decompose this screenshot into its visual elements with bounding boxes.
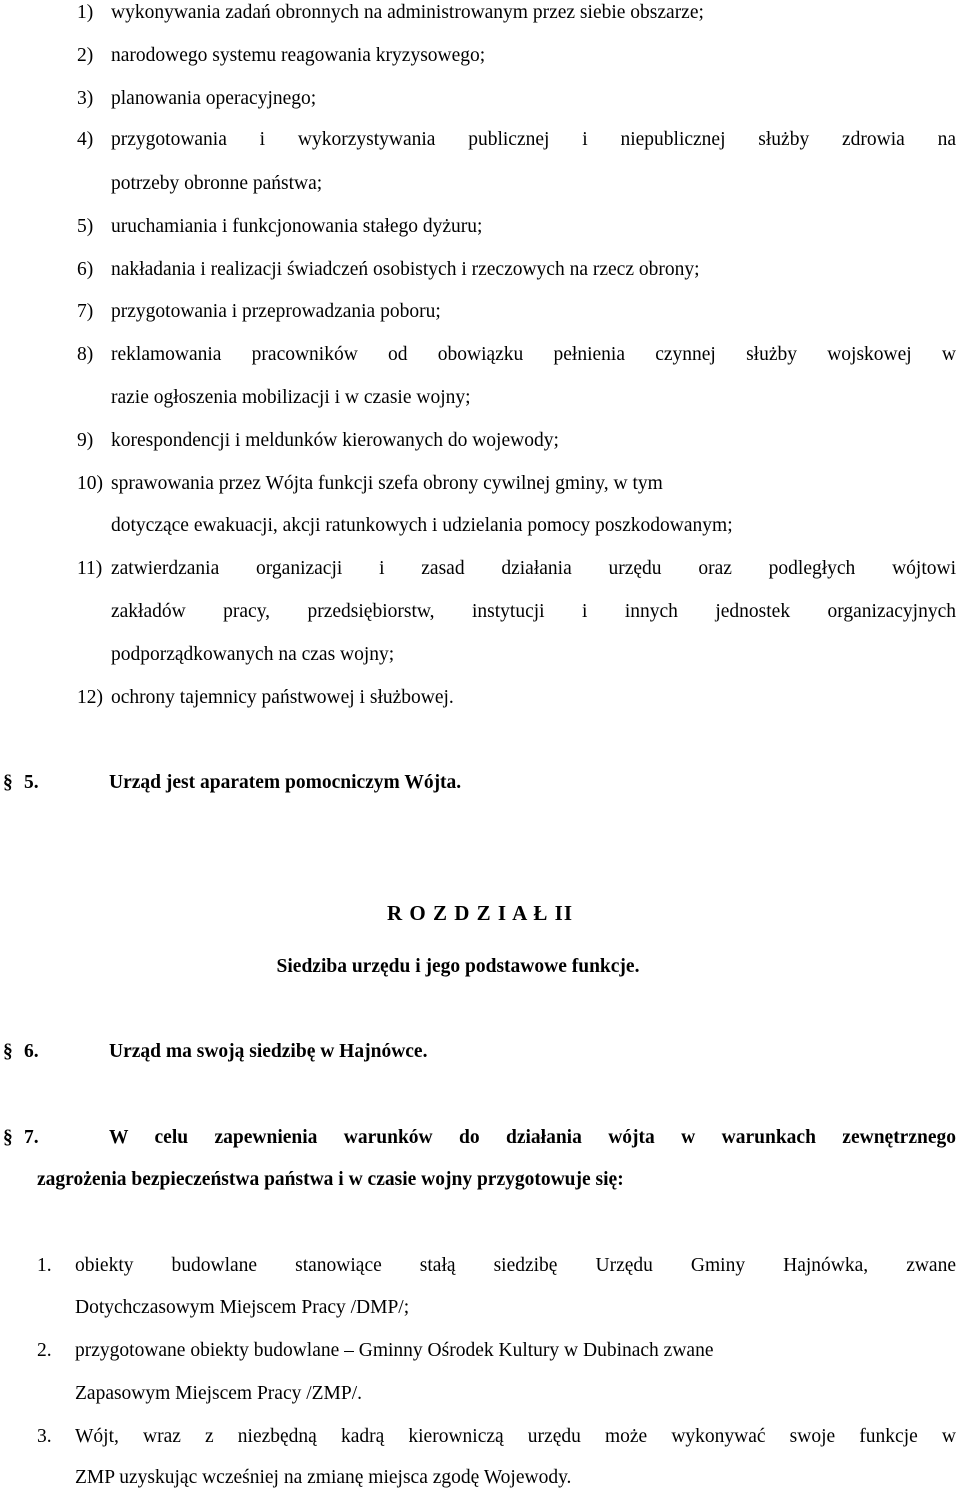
list-text: ochrony tajemnicy państwowej i służbowej. <box>111 687 454 708</box>
list-text: zatwierdzania organizacji i zasad działania urzędu oraz podległych wójtowi <box>111 558 956 579</box>
paragraph-sign: § <box>3 1041 13 1062</box>
list-text: potrzeby obronne państwa; <box>111 173 323 194</box>
section-text: zagrożenia bezpieczeństwa państwa i w czasie wojny przygotowuje się: <box>37 1169 624 1190</box>
section-number: 7. <box>24 1127 39 1148</box>
section-text: W celu zapewnienia warunków do działania wójta w warunkach zewnętrznego <box>109 1127 956 1148</box>
list-text: korespondencji i meldunków kierowanych do wojewody; <box>111 430 559 451</box>
list-number: 4) <box>77 129 94 150</box>
list-number: 8) <box>77 344 94 365</box>
list-text: razie ogłoszenia mobilizacji i w czasie wojny; <box>111 387 471 408</box>
list-text: wykonywania zadań obronnych na administrowanym przez siebie obszarze; <box>111 2 704 23</box>
list-text: podporządkowanych na czas wojny; <box>111 644 395 665</box>
list-text: przygotowania i wykorzystywania publicznej i niepublicznej służby zdrowia na <box>111 129 956 150</box>
list-number: 9) <box>77 430 94 451</box>
list-number: 5) <box>77 216 94 237</box>
list-text: obiekty budowlane stanowiące stałą siedzibę Urzędu Gminy Hajnówka, zwane <box>75 1255 956 1276</box>
list-text: narodowego systemu reagowania kryzysowego; <box>111 45 486 66</box>
list-text: reklamowania pracowników od obowiązku pełnienia czynnej służby wojskowej w <box>111 344 956 365</box>
section-number: 5. <box>24 772 39 793</box>
list-number: 12) <box>77 687 103 708</box>
list-text: przygotowania i przeprowadzania poboru; <box>111 301 441 322</box>
list-text: Dotychczasowym Miejscem Pracy /DMP/; <box>75 1297 410 1318</box>
list-number: 2. <box>37 1340 52 1361</box>
list-number: 1) <box>77 2 94 23</box>
list-text: ZMP uzyskując wcześniej na zmianę miejsca zgodę Wojewody. <box>75 1467 572 1488</box>
list-text: zakładów pracy, przedsiębiorstw, instytucji i innych jednostek organizacyjnych <box>111 601 956 622</box>
paragraph-sign: § <box>3 772 13 793</box>
list-text: Zapasowym Miejscem Pracy /ZMP/. <box>75 1383 363 1404</box>
section-text: Urząd jest aparatem pomocniczym Wójta. <box>109 772 462 793</box>
list-text: Wójt, wraz z niezbędną kadrą kierowniczą urzędu może wykonywać swoje funkcje w <box>75 1426 956 1447</box>
list-number: 7) <box>77 301 94 322</box>
chapter-title: R O Z D Z I A Ł II <box>386 901 574 925</box>
list-text: nakładania i realizacji świadczeń osobistych i rzeczowych na rzecz obrony; <box>111 259 700 280</box>
paragraph-sign: § <box>3 1127 13 1148</box>
list-number: 10) <box>77 473 103 494</box>
list-text: sprawowania przez Wójta funkcji szefa obrony cywilnej gminy, w tym <box>111 473 663 494</box>
list-number: 3) <box>77 88 94 109</box>
list-number: 1. <box>37 1255 52 1276</box>
list-number: 6) <box>77 259 94 280</box>
list-text: planowania operacyjnego; <box>111 88 317 109</box>
list-number: 11) <box>77 558 103 579</box>
list-number: 3. <box>37 1426 52 1447</box>
list-text: przygotowane obiekty budowlane – Gminny Ośrodek Kultury w Dubinach zwane <box>75 1340 714 1361</box>
section-text: Urząd ma swoją siedzibę w Hajnówce. <box>109 1041 428 1062</box>
list-text: uruchamiania i funkcjonowania stałego dyżuru; <box>111 216 483 237</box>
list-text: dotyczące ewakuacji, akcji ratunkowych i udzielania pomocy poszkodowanym; <box>111 515 733 536</box>
list-number: 2) <box>77 45 94 66</box>
section-number: 6. <box>24 1041 39 1062</box>
chapter-subtitle: Siedziba urzędu i jego podstawowe funkcje. <box>276 956 640 977</box>
